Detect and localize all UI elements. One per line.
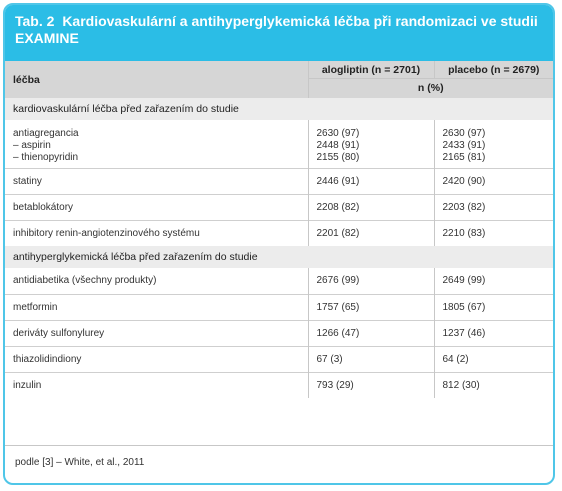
- header-placebo: placebo (n = 2679): [434, 61, 553, 78]
- table-row: [5, 294, 553, 320]
- row-label: [5, 168, 308, 194]
- table-title-line1: Kardiovaskulární a antihyperglykemická léčba při randomizaci ve studii: [62, 13, 538, 29]
- cell-alogliptin-line: 2201 (82): [316, 227, 360, 239]
- cell-alogliptin: [308, 268, 434, 294]
- cell-placebo: [434, 194, 553, 220]
- cell-alogliptin: [308, 294, 434, 320]
- section-row: [5, 246, 553, 268]
- header-lecba: léčba: [5, 61, 308, 98]
- cell-placebo: [434, 372, 553, 398]
- cell-placebo-line: 2210 (83): [442, 227, 486, 239]
- cell-alogliptin: [308, 320, 434, 346]
- row-label: [5, 220, 308, 246]
- row-label-line: antidiabetika (všechny produkty): [13, 275, 157, 286]
- row-label: [5, 294, 308, 320]
- row-label-line: statiny: [13, 175, 42, 187]
- cell-alogliptin-line: 2446 (91): [316, 175, 360, 187]
- cell-placebo-line: 2203 (82): [442, 201, 486, 213]
- table-label: Tab. 2: [15, 13, 55, 29]
- table-card: [3, 3, 555, 485]
- row-label-line: betablokátory: [13, 201, 74, 213]
- row-label-line: antiagregancia: [13, 128, 79, 139]
- table-row: [5, 320, 553, 346]
- cell-alogliptin-line: 2448 (91): [316, 140, 360, 151]
- cell-placebo: [434, 168, 553, 194]
- row-label: [5, 194, 308, 220]
- cell-placebo: [434, 268, 553, 294]
- row-label-line: inzulin: [13, 379, 42, 391]
- cell-alogliptin: [308, 194, 434, 220]
- cell-alogliptin-line: 793 (29): [316, 379, 354, 391]
- section-row: [5, 98, 553, 120]
- row-label-line: metformin: [13, 301, 58, 313]
- header-row: [5, 61, 553, 78]
- table-title-line2: EXAMINE: [15, 30, 79, 46]
- cell-placebo: [434, 346, 553, 372]
- cell-alogliptin: [308, 220, 434, 246]
- cell-placebo-line: 812 (30): [442, 379, 480, 391]
- table-row: [5, 346, 553, 372]
- table-row: [5, 220, 553, 246]
- row-label-line: deriváty sulfonylurey: [13, 327, 105, 339]
- row-label: [5, 372, 308, 398]
- row-label: [5, 120, 308, 168]
- cell-alogliptin-line: 67 (3): [316, 353, 343, 365]
- row-label-line: inhibitory renin-angiotenzinového systému: [13, 227, 200, 239]
- cell-alogliptin: [308, 346, 434, 372]
- header-unit: n (%): [308, 78, 553, 98]
- row-label-line: – thienopyridin: [13, 152, 79, 163]
- section-title: antihyperglykemická léčba před zařazením do studie: [5, 246, 553, 268]
- table-row: [5, 168, 553, 194]
- cell-placebo: [434, 220, 553, 246]
- row-label: [5, 346, 308, 372]
- cell-alogliptin: [308, 372, 434, 398]
- cell-alogliptin-line: 2155 (80): [316, 152, 360, 163]
- cell-alogliptin: [308, 168, 434, 194]
- cell-alogliptin-line: 2676 (99): [316, 275, 360, 286]
- table-row: [5, 194, 553, 220]
- cell-placebo-line: 2630 (97): [442, 128, 486, 139]
- cell-alogliptin-line: 2208 (82): [316, 201, 360, 213]
- row-label-line: – aspirin: [13, 140, 51, 151]
- row-label: [5, 268, 308, 294]
- cell-placebo-line: 2433 (91): [442, 140, 486, 151]
- cell-placebo-line: 2420 (90): [442, 175, 486, 187]
- cell-placebo-line: 2165 (81): [442, 152, 486, 163]
- table-title: [5, 5, 553, 61]
- cell-placebo: [434, 320, 553, 346]
- cell-alogliptin-line: 1266 (47): [316, 327, 360, 339]
- cell-placebo-line: 1805 (67): [442, 301, 486, 313]
- cell-alogliptin-line: 1757 (65): [316, 301, 360, 313]
- cell-placebo: [434, 120, 553, 168]
- cell-alogliptin: [308, 120, 434, 168]
- table-footnote: podle [3] – White, et al., 2011: [5, 445, 553, 483]
- table-row: [5, 268, 553, 294]
- row-label-line: thiazolidindiony: [13, 353, 82, 365]
- cell-alogliptin-line: 2630 (97): [316, 128, 360, 139]
- cell-placebo-line: 64 (2): [442, 353, 469, 365]
- cell-placebo-line: 2649 (99): [442, 275, 486, 286]
- cell-placebo-line: 1237 (46): [442, 327, 486, 339]
- cell-placebo: [434, 294, 553, 320]
- section-title: kardiovaskulární léčba před zařazením do studie: [5, 98, 553, 120]
- row-label: [5, 320, 308, 346]
- table-row: [5, 372, 553, 398]
- data-table: [5, 61, 553, 398]
- header-alogliptin: alogliptin (n = 2701): [308, 61, 434, 78]
- table-row: [5, 120, 553, 168]
